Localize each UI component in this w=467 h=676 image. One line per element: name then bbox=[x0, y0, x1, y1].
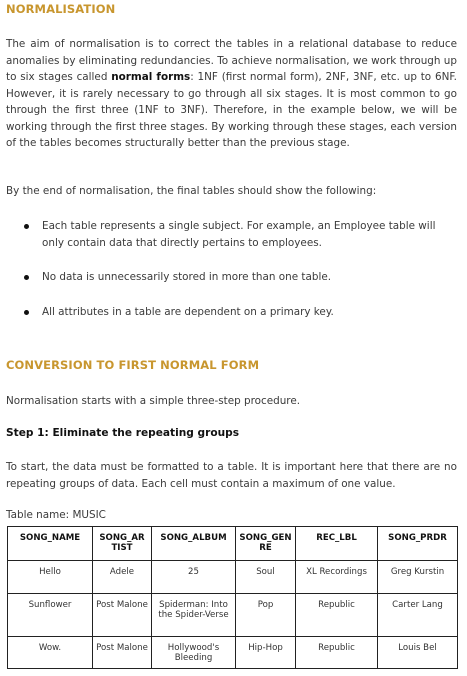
table-cell: Adele bbox=[93, 561, 152, 594]
column-header: SONG_NAME bbox=[8, 527, 93, 561]
bullet-dot-icon bbox=[24, 275, 29, 280]
bullet-dot-icon bbox=[24, 310, 29, 315]
bullet-text: Each table represents a single subject. For example, an Employee table will only contain data that directly pertains to employees. bbox=[42, 220, 436, 249]
column-header: SONG_AR TIST bbox=[93, 527, 152, 561]
table-row bbox=[8, 594, 458, 637]
table-row bbox=[8, 561, 458, 594]
section-heading-first-normal-form: CONVERSION TO FIRST NORMAL FORM bbox=[6, 358, 260, 372]
table-cell: 25 bbox=[152, 561, 236, 594]
column-header: SONG_ALBUM bbox=[152, 527, 236, 561]
end-of-normalisation-paragraph: By the end of normalisation, the final tables should show the following: bbox=[6, 185, 377, 197]
normal-forms-term: normal forms bbox=[111, 71, 191, 83]
table-cell: Republic bbox=[296, 637, 378, 669]
table-cell: Carter Lang bbox=[378, 594, 458, 637]
table-cell: Greg Kurstin bbox=[378, 561, 458, 594]
table-cell: Soul bbox=[236, 561, 296, 594]
music-table bbox=[7, 526, 458, 669]
intro-text-a: The aim of normalisation is to correct the tables in a relational database to reduce anomalies by eliminating redundancies. To achieve normalisation, we work through up to six stages called bbox=[6, 38, 457, 83]
column-header: SONG_GEN RE bbox=[236, 527, 296, 561]
table-cell: XL Recordings bbox=[296, 561, 378, 594]
table-cell: Post Malone bbox=[93, 594, 152, 637]
column-header: REC_LBL bbox=[296, 527, 378, 561]
intro-text-b: : 1NF (first normal form), 2NF, 3NF, etc. up to 6NF. However, it is rarely necessary to go through all six stages. It is most common to go through the first three (1NF to 3NF). Therefore, in the example below, we will be working through the first three stages. By working through these stages, each version of the tables becomes structurally better than the previous stage. bbox=[6, 71, 457, 149]
bullet-text: No data is unnecessarily stored in more than one table. bbox=[42, 271, 332, 283]
table-cell: Hollywood's Bleeding bbox=[152, 637, 236, 669]
bullet-text: All attributes in a table are dependent on a primary key. bbox=[42, 306, 334, 318]
procedure-intro: Normalisation starts with a simple three-step procedure. bbox=[6, 395, 301, 407]
table-cell: Hip-Hop bbox=[236, 637, 296, 669]
intro-paragraph bbox=[6, 36, 457, 152]
table-header-row bbox=[8, 527, 458, 561]
table-cell: Post Malone bbox=[93, 637, 152, 669]
table-row bbox=[8, 637, 458, 669]
table-cell: Louis Bel bbox=[378, 637, 458, 669]
table-cell: Pop bbox=[236, 594, 296, 637]
column-header: SONG_PRDR bbox=[378, 527, 458, 561]
section-heading-normalisation: NORMALISATION bbox=[6, 2, 116, 16]
table-cell: Hello bbox=[8, 561, 93, 594]
table-cell: Republic bbox=[296, 594, 378, 637]
table-cell: Spiderman: Into the Spider-Verse bbox=[152, 594, 236, 637]
step-1-heading: Step 1: Eliminate the repeating groups bbox=[6, 427, 240, 439]
table-cell: Sunflower bbox=[8, 594, 93, 637]
bullet-dot-icon bbox=[24, 224, 29, 229]
table-caption: Table name: MUSIC bbox=[6, 509, 106, 521]
table-cell: Wow. bbox=[8, 637, 93, 669]
step-1-paragraph: To start, the data must be formatted to a table. It is important here that there are no repeating groups of data. Each cell must contain a maximum of one value. bbox=[6, 461, 457, 490]
